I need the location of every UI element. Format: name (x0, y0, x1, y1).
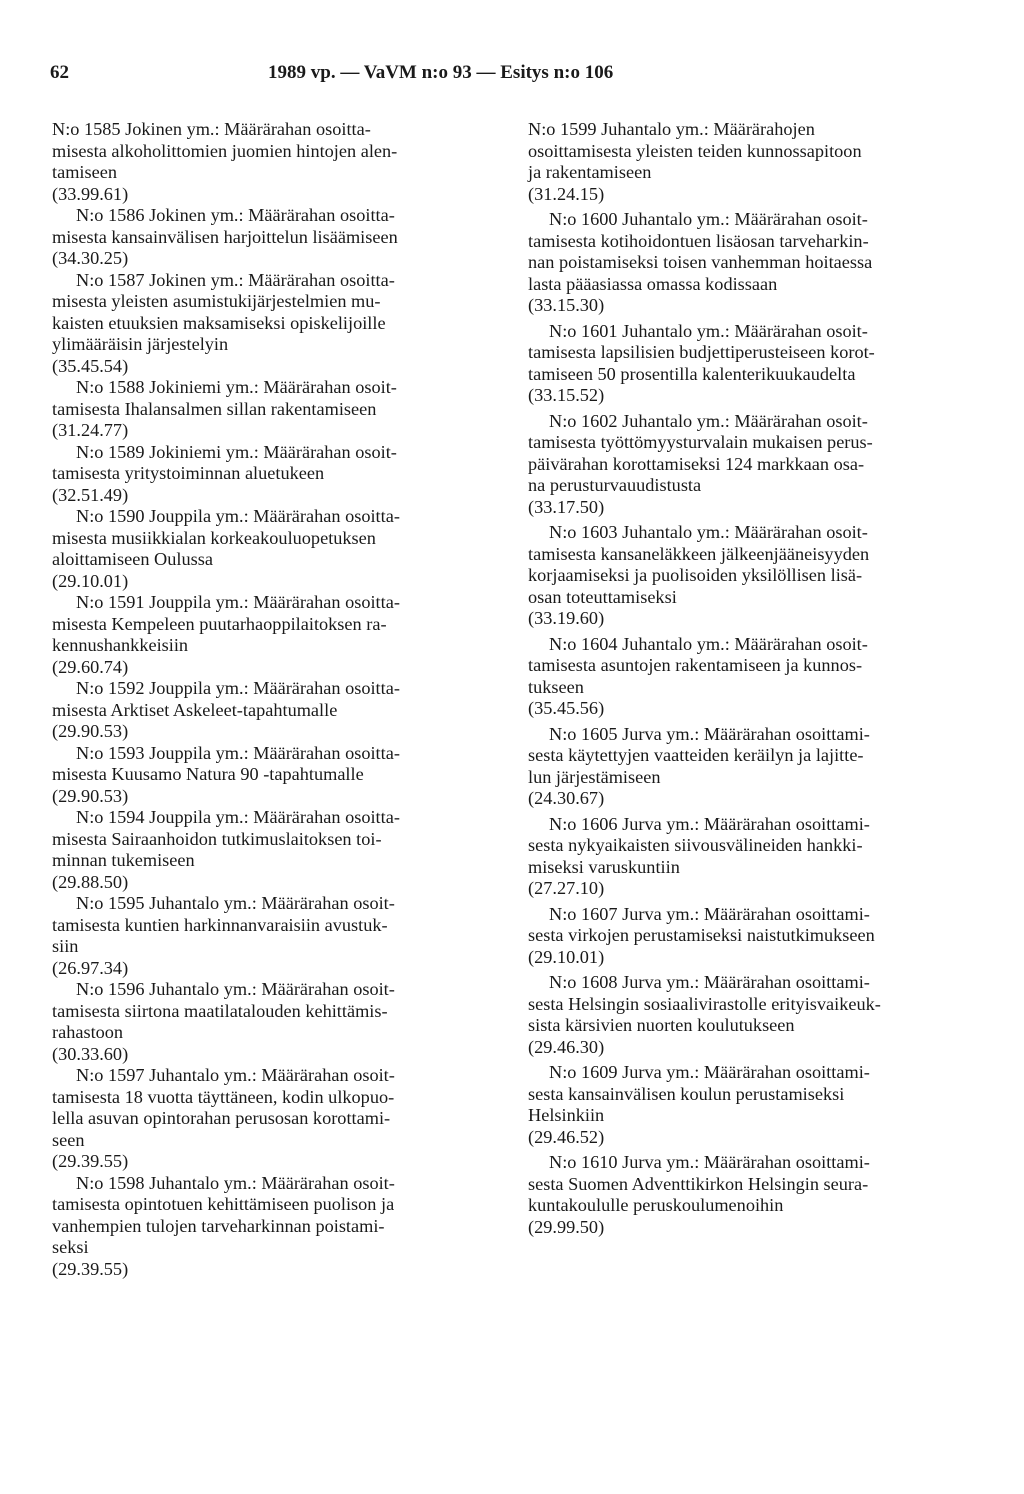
entry-line: N:o 1605 Jurva ym.: Määrärahan osoittami- (549, 723, 870, 744)
entry-line: ylimääräisin järjestelyin (52, 334, 229, 354)
entry-line: N:o 1595 Juhantalo ym.: Määrärahan osoit- (76, 893, 395, 913)
entry-line: tukseen (528, 676, 584, 697)
motion-entry (528, 411, 974, 519)
entry-line: (29.90.53) (52, 785, 129, 806)
entry-line: na perusturvauudistusta (528, 475, 702, 495)
entry-line: (33.99.61) (52, 183, 129, 204)
entry-line: N:o 1591 Jouppila ym.: Määrärahan osoitta- (76, 592, 400, 612)
entry-line: (32.51.49) (52, 484, 129, 505)
entry-line: (29.46.52) (528, 1126, 605, 1147)
entry-line: sesta kansainvälisen koulun perustamiseksi (528, 1083, 845, 1104)
entry-line: misesta Kuusamo Natura 90 -tapahtumalle (52, 764, 364, 784)
entry-line: lasta pääasiassa omassa kodissaan (528, 273, 778, 294)
entry-line: N:o 1610 Jurva ym.: Määrärahan osoittami- (549, 1152, 870, 1172)
entry-line: (24.30.67) (528, 788, 605, 808)
entry-line: kennushankkeisiin (52, 635, 189, 655)
motion-entry (52, 205, 498, 270)
entry-line: sesta virkojen perustamiseksi naistutkimukseen (528, 925, 875, 945)
motion-entry (528, 814, 974, 900)
entry-line: (26.97.34) (52, 957, 129, 978)
entry-line: tamisesta opintotuen kehittämiseen puolison ja (52, 1194, 395, 1214)
entry-line: (34.30.25) (52, 248, 129, 268)
entry-line: lella asuvan opintorahan perusosan korottami- (52, 1108, 391, 1128)
entry-line: misesta Kempeleen puutarhaoppilaitoksen ra- (52, 613, 387, 634)
entry-line: misesta kansainvälisen harjoittelun lisäämiseen (52, 226, 398, 247)
entry-line: tamisesta työttömyysturvalain mukaisen perus- (528, 432, 873, 452)
entry-line: sesta käytettyjen vaatteiden keräilyn ja lajitte- (528, 745, 864, 765)
entry-line: tamiseen (52, 162, 117, 182)
entry-line: korjaamiseksi ja puolisoiden yksilöllisen lisä- (528, 565, 863, 585)
entry-line: kaisten etuuksien maksamiseksi opiskelijoille (52, 312, 386, 333)
entry-line: aloittamiseen Oulussa (52, 549, 213, 569)
entry-line: minnan tukemiseen (52, 850, 195, 870)
motion-entry (52, 442, 498, 507)
entry-line: tamiseen 50 prosentilla kalenterikuukaudelta (528, 363, 856, 384)
entry-line: N:o 1600 Juhantalo ym.: Määrärahan osoit- (549, 209, 868, 229)
entry-line: misesta Arktiset Askeleet-tapahtumalle (52, 699, 338, 720)
entry-line: (27.27.10) (528, 878, 605, 898)
entry-line: tamisesta kotihoidontuen lisäosan tarveharkin- (528, 230, 869, 251)
motion-entry (528, 972, 974, 1058)
entry-line: N:o 1609 Jurva ym.: Määrärahan osoittami- (549, 1062, 870, 1082)
entry-line: (30.33.60) (52, 1043, 129, 1064)
motion-entry (528, 1062, 974, 1148)
entry-line: N:o 1601 Juhantalo ym.: Määrärahan osoit- (549, 320, 868, 341)
entry-line: N:o 1586 Jokinen ym.: Määrärahan osoitta- (76, 205, 395, 225)
entry-line: (29.46.30) (528, 1036, 605, 1057)
entry-line: rahastoon (52, 1022, 124, 1042)
entry-line: kuntakoululle peruskoulumenoihin (528, 1195, 784, 1215)
entry-line: (33.15.52) (528, 385, 605, 405)
motion-entry (52, 377, 498, 442)
motion-entry (52, 1065, 498, 1173)
entry-line: N:o 1587 Jokinen ym.: Määrärahan osoitta- (76, 269, 395, 290)
entry-line: miseksi varuskuntiin (528, 856, 680, 877)
motion-entry (52, 1173, 498, 1281)
entry-line: N:o 1590 Jouppila ym.: Määrärahan osoitta- (76, 506, 400, 526)
entry-line: N:o 1597 Juhantalo ym.: Määrärahan osoit- (76, 1065, 395, 1085)
entry-line: lun järjestämiseen (528, 766, 661, 787)
entry-line: (31.24.77) (52, 420, 129, 440)
entry-line: N:o 1589 Jokiniemi ym.: Määrärahan osoit- (76, 441, 397, 462)
running-head: 1989 vp. — VaVM n:o 93 — Esitys n:o 106 (268, 62, 614, 83)
motion-entry (528, 321, 974, 407)
entry-line: vanhempien tulojen tarveharkinnan poistami- (52, 1215, 385, 1236)
motion-entry (52, 807, 498, 893)
entry-line: Helsinkiin (528, 1105, 605, 1125)
entry-line: (33.17.50) (528, 496, 605, 517)
entry-line: N:o 1593 Jouppila ym.: Määrärahan osoitta- (76, 742, 400, 763)
motion-entry (528, 634, 974, 720)
entry-line: tamisesta lapsilisien budjettiperusteiseen korot- (528, 342, 875, 362)
entry-line: (35.45.56) (528, 698, 605, 718)
entry-line: nan poistamiseksi toisen vanhemman hoitaessa (528, 252, 873, 272)
entry-line: siin (52, 936, 79, 956)
entry-line: seen (52, 1129, 85, 1150)
entry-line: misesta alkoholittomien juomien hintojen alen- (52, 140, 398, 161)
entry-line: (33.15.30) (528, 295, 605, 315)
entry-line: sesta nykyaikaisten siivousvälineiden hankki- (528, 835, 863, 855)
entry-line: päivärahan korottamiseksi 124 markkaan osa- (528, 453, 865, 474)
entry-line: N:o 1608 Jurva ym.: Määrärahan osoittami- (549, 972, 870, 992)
entry-line: (29.10.01) (52, 570, 129, 591)
entry-line: (29.10.01) (528, 946, 605, 967)
entry-line: N:o 1602 Juhantalo ym.: Määrärahan osoit- (549, 410, 868, 431)
motion-entry (52, 592, 498, 678)
entry-line: (29.60.74) (52, 656, 129, 677)
motion-entry (528, 904, 974, 969)
entry-line: N:o 1588 Jokiniemi ym.: Määrärahan osoit- (76, 377, 397, 397)
right-column (528, 119, 974, 1242)
motion-entry (52, 678, 498, 743)
page-number: 62 (50, 62, 69, 83)
entry-line: (33.19.60) (528, 608, 605, 628)
left-column (52, 119, 498, 1280)
entry-line: N:o 1603 Juhantalo ym.: Määrärahan osoit- (549, 522, 868, 542)
entry-line: tamisesta Ihalansalmen sillan rakentamiseen (52, 398, 377, 419)
entry-line: sista kärsivien nuorten koulutukseen (528, 1015, 795, 1035)
motion-entry (52, 119, 498, 205)
motion-entry (528, 119, 974, 205)
motion-entry (52, 270, 498, 378)
entry-line: tamisesta asuntojen rakentamiseen ja kunnos- (528, 655, 863, 675)
entry-line: tamisesta kuntien harkinnanvaraisiin avustuk- (52, 914, 388, 935)
entry-line: (29.39.55) (52, 1151, 129, 1171)
entry-line: seksi (52, 1237, 89, 1257)
entry-line: N:o 1594 Jouppila ym.: Määrärahan osoitta- (76, 807, 400, 827)
entry-line: N:o 1599 Juhantalo ym.: Määrärahojen (528, 119, 815, 139)
entry-line: N:o 1596 Juhantalo ym.: Määrärahan osoit- (76, 979, 395, 999)
entry-line: N:o 1592 Jouppila ym.: Määrärahan osoitta- (76, 678, 400, 698)
motion-entry (52, 506, 498, 592)
entry-line: N:o 1604 Juhantalo ym.: Määrärahan osoit- (549, 633, 868, 654)
entry-line: ja rakentamiseen (528, 162, 652, 182)
motion-entry (528, 209, 974, 317)
entry-line: misesta musiikkialan korkeakouluopetuksen (52, 527, 376, 548)
motion-entry (52, 979, 498, 1065)
entry-line: sesta Suomen Adventtikirkon Helsingin seura- (528, 1173, 869, 1194)
entry-line: misesta yleisten asumistukijärjestelmien mu- (52, 291, 381, 311)
entry-line: tamisesta 18 vuotta täyttäneen, kodin ulkopuo- (52, 1086, 395, 1107)
entry-line: misesta Sairaanhoidon tutkimuslaitoksen toi- (52, 828, 382, 849)
entry-line: (29.88.50) (52, 871, 129, 892)
motion-entry (528, 522, 974, 630)
entry-line: (29.90.53) (52, 721, 129, 741)
entry-line: tamisesta kansaneläkkeen jälkeenjääneisyyden (528, 543, 870, 564)
entry-line: osoittamisesta yleisten teiden kunnossapitoon (528, 140, 862, 161)
entry-line: (29.39.55) (52, 1258, 129, 1279)
entry-line: N:o 1598 Juhantalo ym.: Määrärahan osoit- (76, 1172, 395, 1193)
entry-line: osan toteuttamiseksi (528, 586, 677, 607)
entry-line: N:o 1607 Jurva ym.: Määrärahan osoittami- (549, 903, 870, 924)
entry-line: (29.99.50) (528, 1216, 605, 1237)
entry-line: tamisesta yritystoiminnan aluetukeen (52, 463, 325, 483)
motion-entry (528, 724, 974, 810)
entry-line: tamisesta siirtona maatilatalouden kehittämis- (52, 1000, 388, 1021)
entry-line: (35.45.54) (52, 355, 129, 376)
motion-entry (52, 893, 498, 979)
entry-line: N:o 1606 Jurva ym.: Määrärahan osoittami- (549, 813, 870, 834)
motion-entry (528, 1152, 974, 1238)
entry-line: (31.24.15) (528, 183, 605, 204)
entry-line: sesta Helsingin sosiaalivirastolle erityisvaikeuk- (528, 993, 881, 1014)
motion-entry (52, 743, 498, 808)
entry-line: N:o 1585 Jokinen ym.: Määrärahan osoitta- (52, 119, 371, 139)
